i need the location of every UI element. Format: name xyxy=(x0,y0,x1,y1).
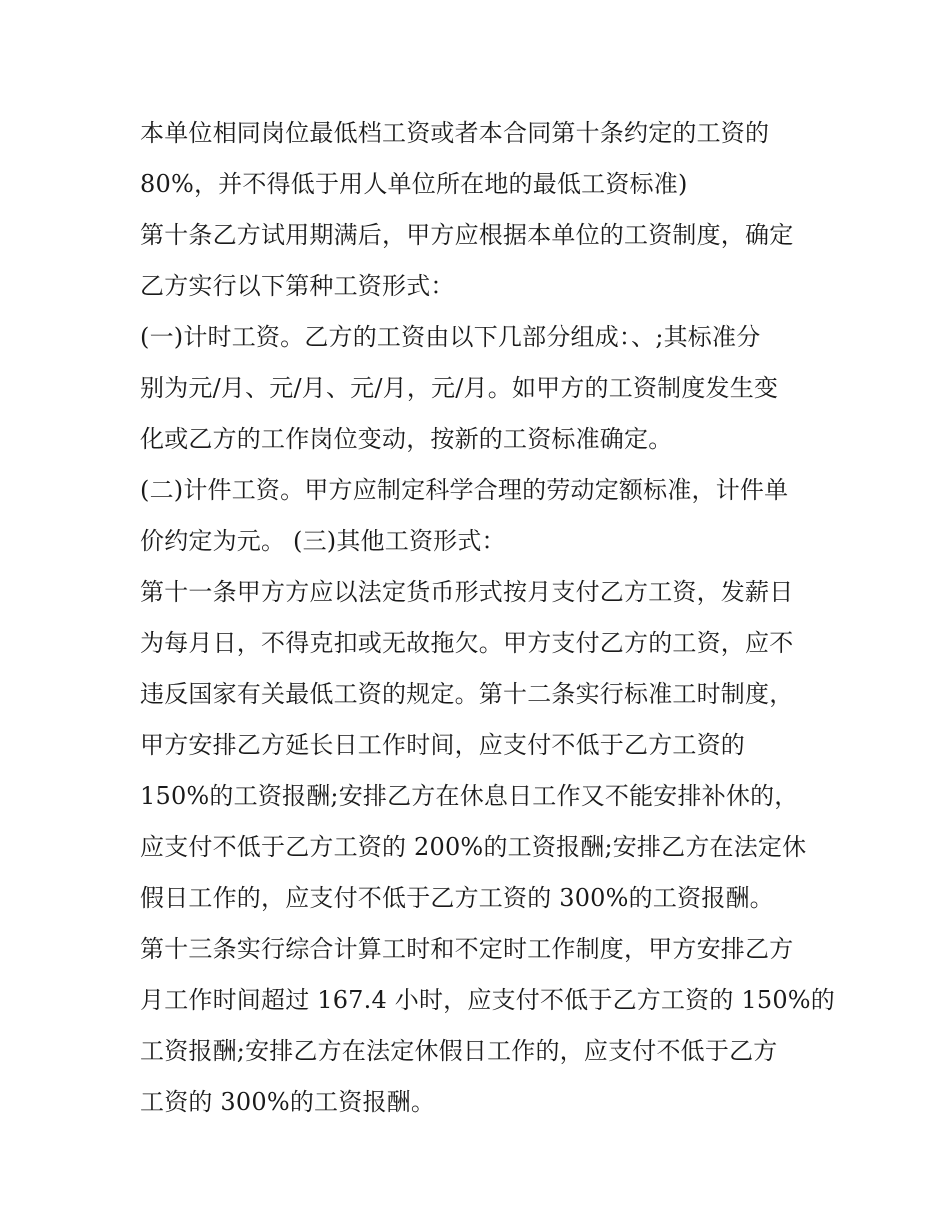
text-line: 假日工作的，应支付不低于乙方工资的 300%的工资报酬。 xyxy=(140,884,774,912)
text-line: 第十条乙方试用期满后，甲方应根据本单位的工资制度，确定 xyxy=(140,221,794,249)
text-line: 第十三条实行综合计算工时和不定时工作制度，甲方安排乙方 xyxy=(140,935,794,963)
text-line: 化或乙方的工作岗位变动，按新的工资标准确定。 xyxy=(140,425,673,453)
text-line: 价约定为元。 (三)其他工资形式： xyxy=(140,527,506,555)
text-line: 月工作时间超过 167.4 小时，应支付不低于乙方工资的 150%的 xyxy=(140,986,836,1014)
text-line: 违反国家有关最低工资的规定。第十二条实行标准工时制度， xyxy=(140,680,794,708)
text-line: 80%，并不得低于用人单位所在地的最低工资标准) xyxy=(140,170,688,198)
text-line: 乙方实行以下第种工资形式： xyxy=(140,272,455,300)
text-line: 150%的工资报酬;安排乙方在休息日工作又不能安排补休的， xyxy=(140,782,799,810)
text-line: 甲方安排乙方延长日工作时间，应支付不低于乙方工资的 xyxy=(140,731,745,759)
text-line: 别为元/月、元/月、元/月，元/月。如甲方的工资制度发生变 xyxy=(140,374,779,402)
text-line: 工资报酬;安排乙方在法定休假日工作的，应支付不低于乙方 xyxy=(140,1037,778,1065)
text-line: 第十一条甲方方应以法定货币形式按月支付乙方工资，发薪日 xyxy=(140,578,794,606)
text-line: 应支付不低于乙方工资的 200%的工资报酬;安排乙方在法定休 xyxy=(140,833,807,861)
text-line: (二)计件工资。甲方应制定科学合理的劳动定额标准，计件单 xyxy=(140,476,789,504)
text-line: 为每月日，不得克扣或无故拖欠。甲方支付乙方的工资，应不 xyxy=(140,629,794,657)
text-line: (一)计时工资。乙方的工资由以下几部分组成：、;其标准分 xyxy=(140,323,761,351)
text-line: 工资的 300%的工资报酬。 xyxy=(140,1088,436,1116)
document-body xyxy=(140,108,836,1128)
text-line: 本单位相同岗位最低档工资或者本合同第十条约定的工资的 xyxy=(140,119,770,147)
